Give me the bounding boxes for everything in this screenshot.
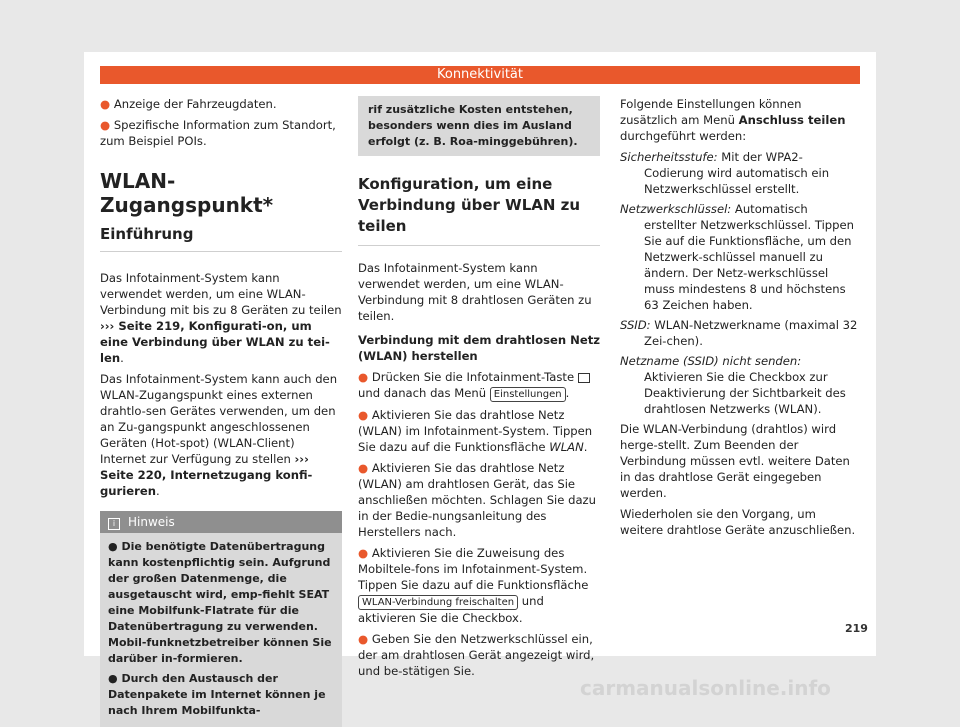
wlan-verbindung-button[interactable]: WLAN-Verbindung freischalten [358,595,518,610]
column-1 [100,96,342,727]
list-item: ● Anzeige der Fahrzeugdaten. [100,97,277,111]
definition-item: SSID: WLAN-Netzwerkname (maximal 32 Zei-chen). [620,318,858,348]
paragraph: Wiederholen sie den Vorgang, um weitere drahtlose Geräte anzuschließen. [620,507,856,537]
paragraph: Das Infotainment-System kann auch den WLAN-Zugangspunkt eines externen drahtlo-sen Gerätes verwenden, um den an Zu-gangspunkt angeschlossenen Geräten (Hot-spot) (WLAN-Client) Internet zur Verfügung zu stellen ››› Seite 220, Internetzugang konfi-gurieren. [100,372,338,498]
definition-item: Netzwerkschlüssel: Automatisch erstellter Netzwerkschlüssel. Tippen Sie auf die Funktionsfläche, um den Netzwerk-schlüssel manuell zu ändern. Der Netz-werkschlüssel muss mindestens 8 und höchstens 63 Zeichen haben. [620,202,855,312]
einstellungen-button[interactable]: Einstellungen [490,387,566,402]
cross-reference-link[interactable]: ››› Seite 220, Internetzugang konfi-gurieren [100,452,313,498]
subsection-title: Einführung [100,225,342,252]
cross-reference-link[interactable]: ››› Seite 219, Konfigurati-on, um eine Verbindung über WLAN zu tei-len [100,319,330,365]
subheading: Verbindung mit dem drahtlosen Netz (WLAN) herstellen [358,333,600,363]
definition-item: Sicherheitsstufe: Mit der WPA2-Codierung wird automatisch ein Netzwerkschlüssel erstellt. [620,150,830,196]
section-title: Konfiguration, um eine Verbindung über WLAN zu teilen [358,174,600,246]
column-3 [620,96,860,543]
definition-item: Netzname (SSID) nicht senden: Aktivieren Sie die Checkbox zur Deaktivierung der Sichtbarkeit des drahtlosen Netzwerks (WLAN). [620,354,846,416]
paragraph: Das Infotainment-System kann verwendet werden, um eine WLAN-Verbindung mit 8 drahtlosen Geräten zu teilen. [358,261,592,323]
list-item: ● Aktivieren Sie das drahtlose Netz (WLAN) im Infotainment-System. Tippen Sie dazu auf die Funktionsfläche WLAN. [358,408,593,454]
list-item: ● Aktivieren Sie die Zuweisung des Mobiltele-fons im Infotainment-System. Tippen Sie dazu auf die Funktionsfläche WLAN-Verbindung freischalten und aktivieren Sie die Checkbox. [358,546,589,625]
note-title: Hinweis [128,515,175,529]
watermark: carmanualsonline.info [580,676,831,700]
info-icon: i [108,518,120,530]
section-header: Konnektivität [100,66,860,84]
section-title: WLAN-Zugangspunkt* [100,169,274,217]
page-number: 219 [845,622,868,635]
list-item: ● Aktivieren Sie das drahtlose Netz (WLAN) am drahtlosen Gerät, das Sie anschließen möchten. Schlagen Sie dazu in der Bedie-nungsanleitung des Herstellers nach. [358,461,596,539]
infotainment-key-icon [578,373,590,383]
note-item: ● Die benötigte Datenübertragung kann kostenpflichtig sein. Aufgrund der großen Datenmenge, die ausgetauscht wird, emp-fiehlt SEAT eine Mobilfunk-Flatrate für die Datenübertragung zu verwenden. Mobil-funknetzbetreiber können Sie darüber in-formieren. [108,540,332,665]
note-box-continued: rif zusätzliche Kosten entstehen, besonders wenn dies im Ausland erfolgt (z. B. Roa-minggebühren). [358,96,600,156]
note-box [100,511,342,727]
note-item: ● Durch den Austausch der Datenpakete im Internet können je nach Ihrem Mobilfunkta- [108,672,326,717]
paragraph: Folgende Einstellungen können zusätzlich am Menü Anschluss teilen durchgeführt werden: [620,97,846,143]
column-2 [358,96,600,684]
paragraph: Das Infotainment-System kann verwendet werden, um eine WLAN-Verbindung mit bis zu 8 Geräten zu teilen ››› Seite 219, Konfigurati-on, um eine Verbindung über WLAN zu tei-len. [100,271,342,365]
list-item: ● Geben Sie den Netzwerkschlüssel ein, der am drahtlosen Gerät angezeigt wird, und be-stätigen Sie. [358,632,595,678]
list-item: ● Drücken Sie die Infotainment-Taste und danach das Menü Einstellungen . [358,369,600,402]
list-item: ● Spezifische Information zum Standort, zum Beispiel POIs. [100,118,336,148]
paragraph: Die WLAN-Verbindung (drahtlos) wird herge-stellt. Zum Beenden der Verbindung müssen evtl. weitere Daten in das drahtlose Gerät eingegeben werden. [620,422,850,500]
